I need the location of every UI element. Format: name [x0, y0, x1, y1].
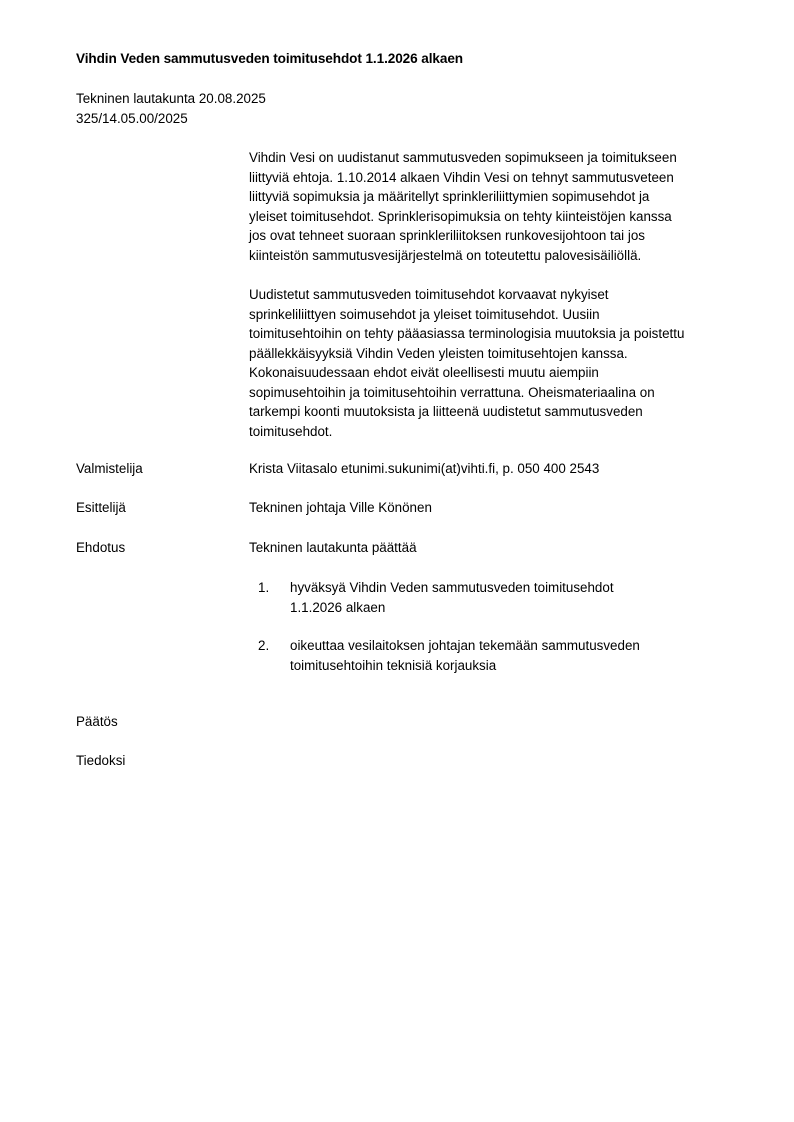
reference-number: 325/14.05.00/2025 — [76, 110, 188, 126]
valmistelija-value: Krista Viitasalo etunimi.sukunimi(at)vihti.fi, p. 050 400 2543 — [249, 461, 600, 476]
proposal-line: hyväksyä Vihdin Veden sammutusveden toimitusehdot — [290, 580, 614, 595]
paragraph-line: liittyviä sopimuksia ja määritellyt sprinkleriliittymien sopimusehdot ja — [249, 189, 650, 204]
paragraph-line: toimitusehdot. — [249, 423, 333, 439]
paragraph-line: toimitusehtoihin on tehty pääasiassa terminologisia muutoksia ja poistettu — [249, 326, 685, 341]
meeting-info — [76, 89, 266, 128]
paragraph-1 — [249, 148, 749, 265]
paragraph-line: päällekkäisyyksiä Vihdin Veden yleisten toimitusehtojen kanssa. — [249, 345, 628, 361]
meeting-name: Tekninen lautakunta 20.08.2025 — [76, 91, 266, 106]
proposal-text — [290, 578, 614, 617]
paragraph-line: Kokonaisuudessaan ehdot eivät oleellisesti muutu aiempiin — [249, 365, 599, 380]
paragraph-line: sprinkeliliittyen soimusehdot ja yleiset toimitusehdot. Uusiin — [249, 306, 600, 322]
ehdotus-value: Tekninen lautakunta päättää — [249, 540, 417, 555]
proposal-text — [290, 636, 640, 675]
ehdotus-label: Ehdotus — [76, 540, 126, 555]
paragraph-line: yleiset toimitusehdot. Sprinklerisopimuksia on tehty kiinteistöjen kanssa — [249, 208, 672, 224]
tiedoksi-label: Tiedoksi — [76, 753, 126, 768]
paragraph-line: Uudistetut sammutusveden toimitusehdot korvaavat nykyiset — [249, 287, 609, 302]
document-title: Vihdin Veden sammutusveden toimitusehdot 1.1.2026 alkaen — [76, 51, 463, 66]
proposal-number: 2. — [258, 638, 270, 653]
paragraph-line: Vihdin Vesi on uudistanut sammutusveden sopimukseen ja toimitukseen — [249, 150, 677, 165]
paragraph-2 — [249, 285, 749, 441]
esittelija-label: Esittelijä — [76, 500, 126, 515]
proposal-number: 1. — [258, 580, 270, 595]
proposal-line: 1.1.2026 alkaen — [290, 599, 386, 615]
proposal-line: toimitusehtoihin teknisiä korjauksia — [290, 657, 497, 673]
paragraph-line: jos ovat tehneet suoraan sprinkleriliitoksen runkovesijohtoon tai jos — [249, 228, 645, 243]
esittelija-value: Tekninen johtaja Ville Könönen — [249, 500, 432, 515]
valmistelija-label: Valmistelija — [76, 461, 143, 476]
paragraph-line: kiinteistön sammutusvesijärjestelmä on toteutettu palovesisäiliöllä. — [249, 247, 642, 263]
paatos-label: Päätös — [76, 714, 118, 729]
paragraph-line: liittyviä ehtoja. 1.10.2014 alkaen Vihdin Vesi on tehnyt sammutusveteen — [249, 169, 674, 185]
proposal-line: oikeuttaa vesilaitoksen johtajan tekemään sammutusveden — [290, 638, 640, 653]
paragraph-line: tarkempi koonti muutoksista ja liitteenä uudistetut sammutusveden — [249, 404, 643, 419]
paragraph-line: sopimusehtoihin ja toimitusehtoihin verrattuna. Oheismateriaalina on — [249, 384, 655, 400]
